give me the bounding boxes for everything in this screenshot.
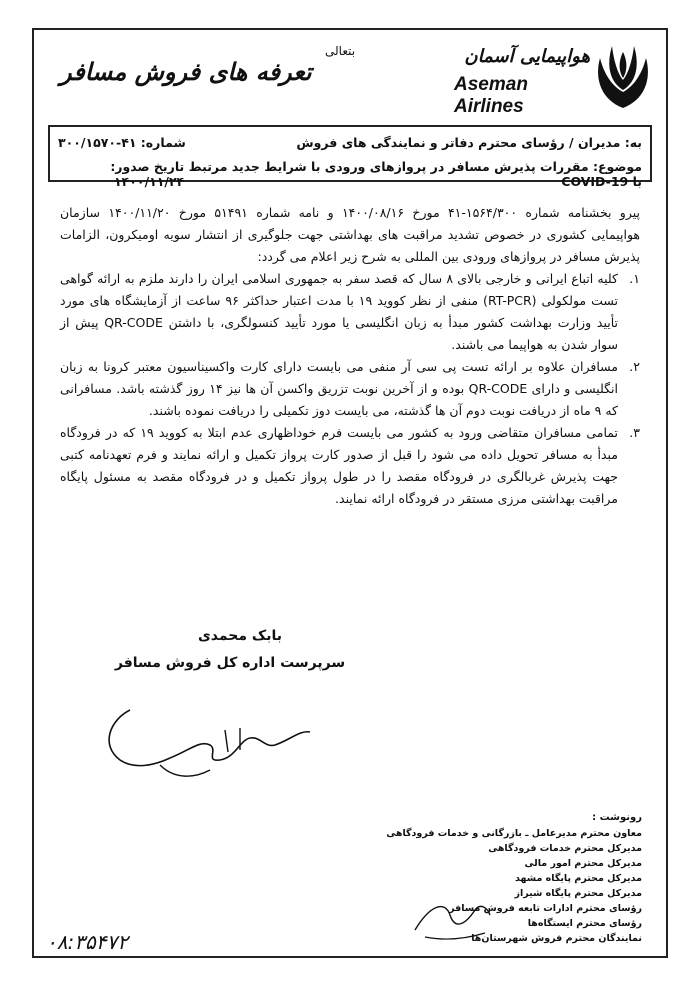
- section-title: تعرفه های فروش مسافر: [60, 58, 312, 86]
- cc-item: مدیرکل محترم پایگاه مشهد: [515, 873, 642, 884]
- intro-paragraph: پیرو بخشنامه شماره ۱۵۶۴/۳۰۰-۴۱ مورخ ۱۴۰۰/۰۸/۱۶ و نامه شماره ۵۱۴۹۱ مورخ ۱۴۰۰/۱۱/۲۰ سازمان هواپیمایی کشوری در خصوص تشدید مراقبت های بهداشتی جهت جلوگیری از انتشار سویه اومیکرون، الزامات پذیرش مسافر در پروازهای ورودی بین المللی به شرح زیر اعلام می گردد:: [60, 205, 640, 264]
- blessing-text: بتعالی: [325, 44, 356, 58]
- list-item-text: مسافران علاوه بر ارائه تست پی سی آر منفی می بایست دارای کارت واکسیناسیون معتبر کرونا به زبان انگلیسی و دارای QR-CODE بوده و از آخرین نوبت تزریق واکسن آن ها نیز ۱۴ روز گذشته باشد. مسافرانی که ۹ ماه از دریافت نوبت دوم آن ها گذشته، می بایست دوز تکمیلی را دریافت نموده باشند.: [60, 359, 619, 418]
- memo-header-box: [48, 125, 652, 189]
- handwritten-document-number: ۰۸:۳۵۴۷۲: [46, 930, 128, 954]
- cc-item: رؤسای محترم ایستگاه‌ها: [527, 918, 642, 929]
- list-item: [60, 268, 640, 356]
- memo-row-1: [58, 135, 642, 150]
- cc-heading: رونوشت :: [592, 812, 642, 823]
- logo-text-en: Aseman Airlines: [454, 74, 528, 117]
- list-item-number: ۱.: [629, 271, 640, 286]
- list-item: [60, 422, 640, 510]
- memo-subject: موضوع: مقررات پذیرش مسافر در پروازهای ورودی با شرایط جدید مرتبط با COVID-19: [188, 159, 642, 189]
- cc-item: رؤسای محترم ادارات تابعه فروش مسافر: [449, 903, 642, 914]
- memo-row-2: [58, 159, 642, 189]
- memo-date: تاریخ صدور: ۱۴۰۰/۱۱/۲۴: [110, 159, 185, 189]
- letter-body: [60, 202, 640, 510]
- cc-item: مدیرکل محترم خدمات فرودگاهی: [488, 843, 642, 854]
- memo-number: شماره: ۴۱-۳۰۰/۱۵۷۰: [58, 135, 186, 150]
- list-item: [60, 356, 640, 422]
- cc-item: معاون محترم مدیرعامل ـ بازرگانی و خدمات فرودگاهی: [386, 828, 642, 839]
- airline-logo: [454, 40, 654, 117]
- list-item-number: ۲.: [629, 359, 640, 374]
- wings-logo-icon: [592, 40, 654, 110]
- cc-item: مدیرکل محترم پایگاه شیراز: [514, 888, 642, 899]
- handwritten-initials: [405, 895, 495, 945]
- handwritten-signature: [100, 690, 320, 790]
- signatory-name: بابک محمدی: [197, 628, 283, 644]
- list-item-text: کلیه اتباع ایرانی و خارجی بالای ۸ سال که قصد سفر به جمهوری اسلامی ایران را دارند ملزم به ارائه گواهی تست مولکولی (RT-PCR) منفی از نظر کووید ۱۹ با مدت اعتبار حداکثر ۹۶ ساعت از آزمایشگاه های مورد تأیید وزارت بهداشت کشور مبدأ به زبان انگلیسی یا مورد تأیید کنسولگری، با داشتن QR-CODE پیش از سوار شدن به هواپیما می باشند.: [60, 271, 618, 352]
- memo-recipient: به: مدیران / رؤسای محترم دفاتر و نمایندگی های فروش: [296, 135, 642, 150]
- list-item-number: ۳.: [629, 425, 640, 440]
- cc-item: نمایندگان محترم فروش شهرستان‌ها: [471, 933, 642, 944]
- logo-text-fa: هواپیمایی آسمان: [464, 46, 590, 67]
- list-item-text: تمامی مسافران متقاضی ورود به کشور می بایست فرم خوداظهاری عدم ابتلا به کووید ۱۹ که در فرودگاه مبدأ به مسافر تحویل داده می شود را قبل از صدور کارت پرواز تکمیل و ارائه نمایند و فرم تعهدنامه کتبی جهت پذیرش غربالگری در فرودگاه مقصد را در طول پرواز تکمیل و در فرودگاه مقصد به مسئول پایگاه مراقبت بهداشتی مرزی مستقر در فرودگاه ارائه نمایند.: [60, 425, 618, 506]
- cc-item: مدیرکل محترم امور مالی: [524, 858, 642, 869]
- signatory-title: سرپرست اداره کل فروش مسافر: [114, 655, 346, 671]
